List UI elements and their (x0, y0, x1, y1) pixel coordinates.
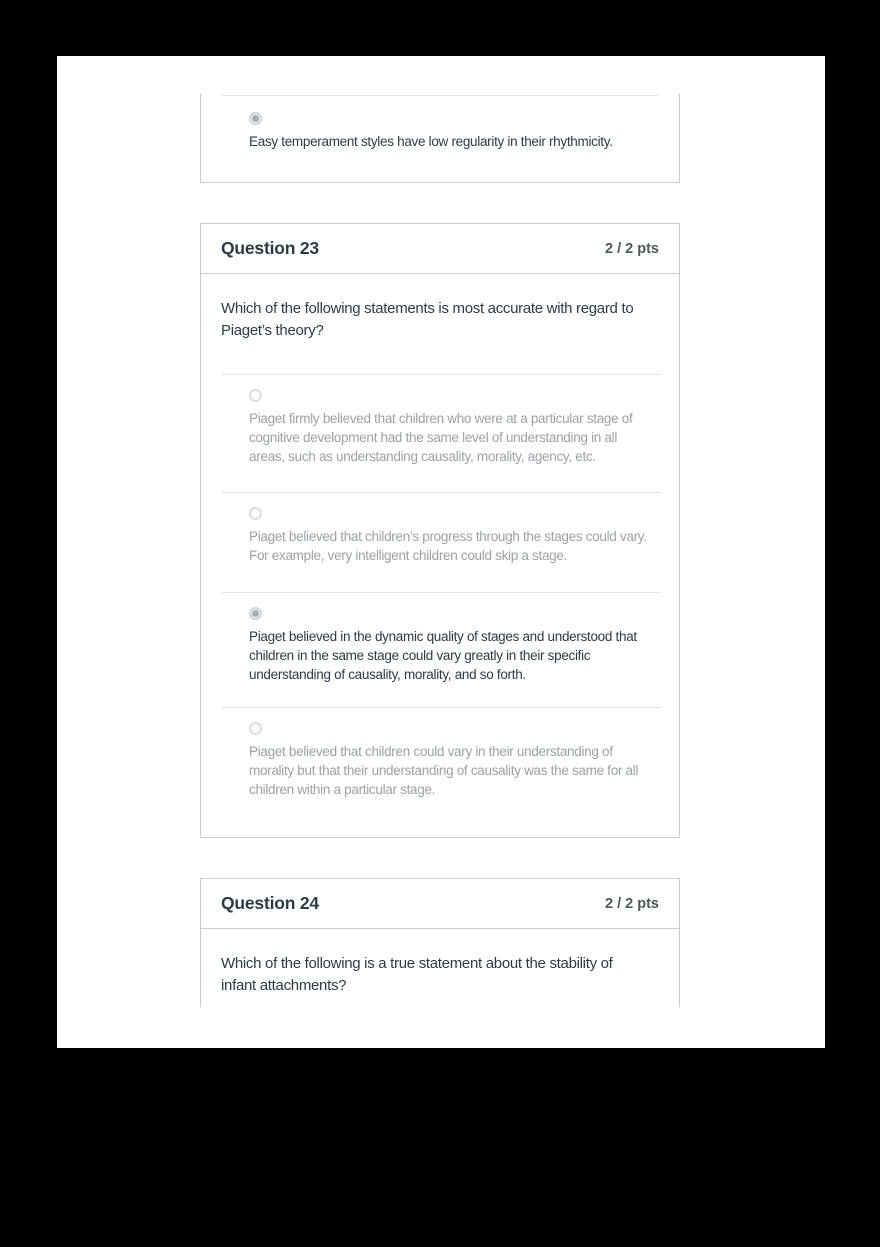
question-title: Question 24 (221, 893, 319, 913)
answer-text: Piaget believed that children could vary in their understanding of morality but that their understanding of causality was the same for all children within a particular stage. (249, 744, 639, 797)
answer-text: Piaget believed that children’s progress through the stages could vary. For example, very intelligent children could skip a stage. (249, 529, 647, 563)
answer-text: Piaget firmly believed that children who were at a particular stage of cognitive development had the same level of understanding in all areas, such as understanding causality, morality, agency, etc. (249, 411, 633, 464)
question-prompt: Which of the following statements is most accurate with regard to Piaget’s theory? (221, 300, 634, 339)
question-header (201, 224, 679, 274)
question-card-24 (200, 878, 680, 1007)
answer-option[interactable] (201, 592, 679, 707)
radio-selected-icon[interactable] (249, 607, 262, 620)
answer-option[interactable] (201, 374, 679, 492)
radio-unselected-icon[interactable] (249, 507, 262, 520)
answer-text: Piaget believed in the dynamic quality of stages and understood that children in the same stage could vary greatly in their specific understanding of causality, morality, and so forth. (249, 629, 637, 682)
question-card-23 (200, 223, 680, 838)
radio-unselected-icon[interactable] (249, 389, 262, 402)
answer-option[interactable] (201, 492, 679, 592)
radio-selected-icon[interactable] (249, 112, 262, 125)
answer-option[interactable] (201, 96, 679, 151)
question-points: 2 / 2 pts (605, 240, 659, 257)
question-header (201, 879, 679, 929)
quiz-page (57, 56, 825, 1048)
answer-text: Easy temperament styles have low regularity in their rhythmicity. (249, 134, 613, 149)
question-title: Question 23 (221, 238, 319, 258)
question-prompt: Which of the following is a true statement about the stability of infant attachments? (221, 955, 613, 994)
answers-list (201, 374, 679, 825)
question-card-clipped-top (200, 93, 680, 183)
radio-unselected-icon[interactable] (249, 722, 262, 735)
answer-option[interactable] (201, 707, 679, 825)
question-points: 2 / 2 pts (605, 895, 659, 912)
